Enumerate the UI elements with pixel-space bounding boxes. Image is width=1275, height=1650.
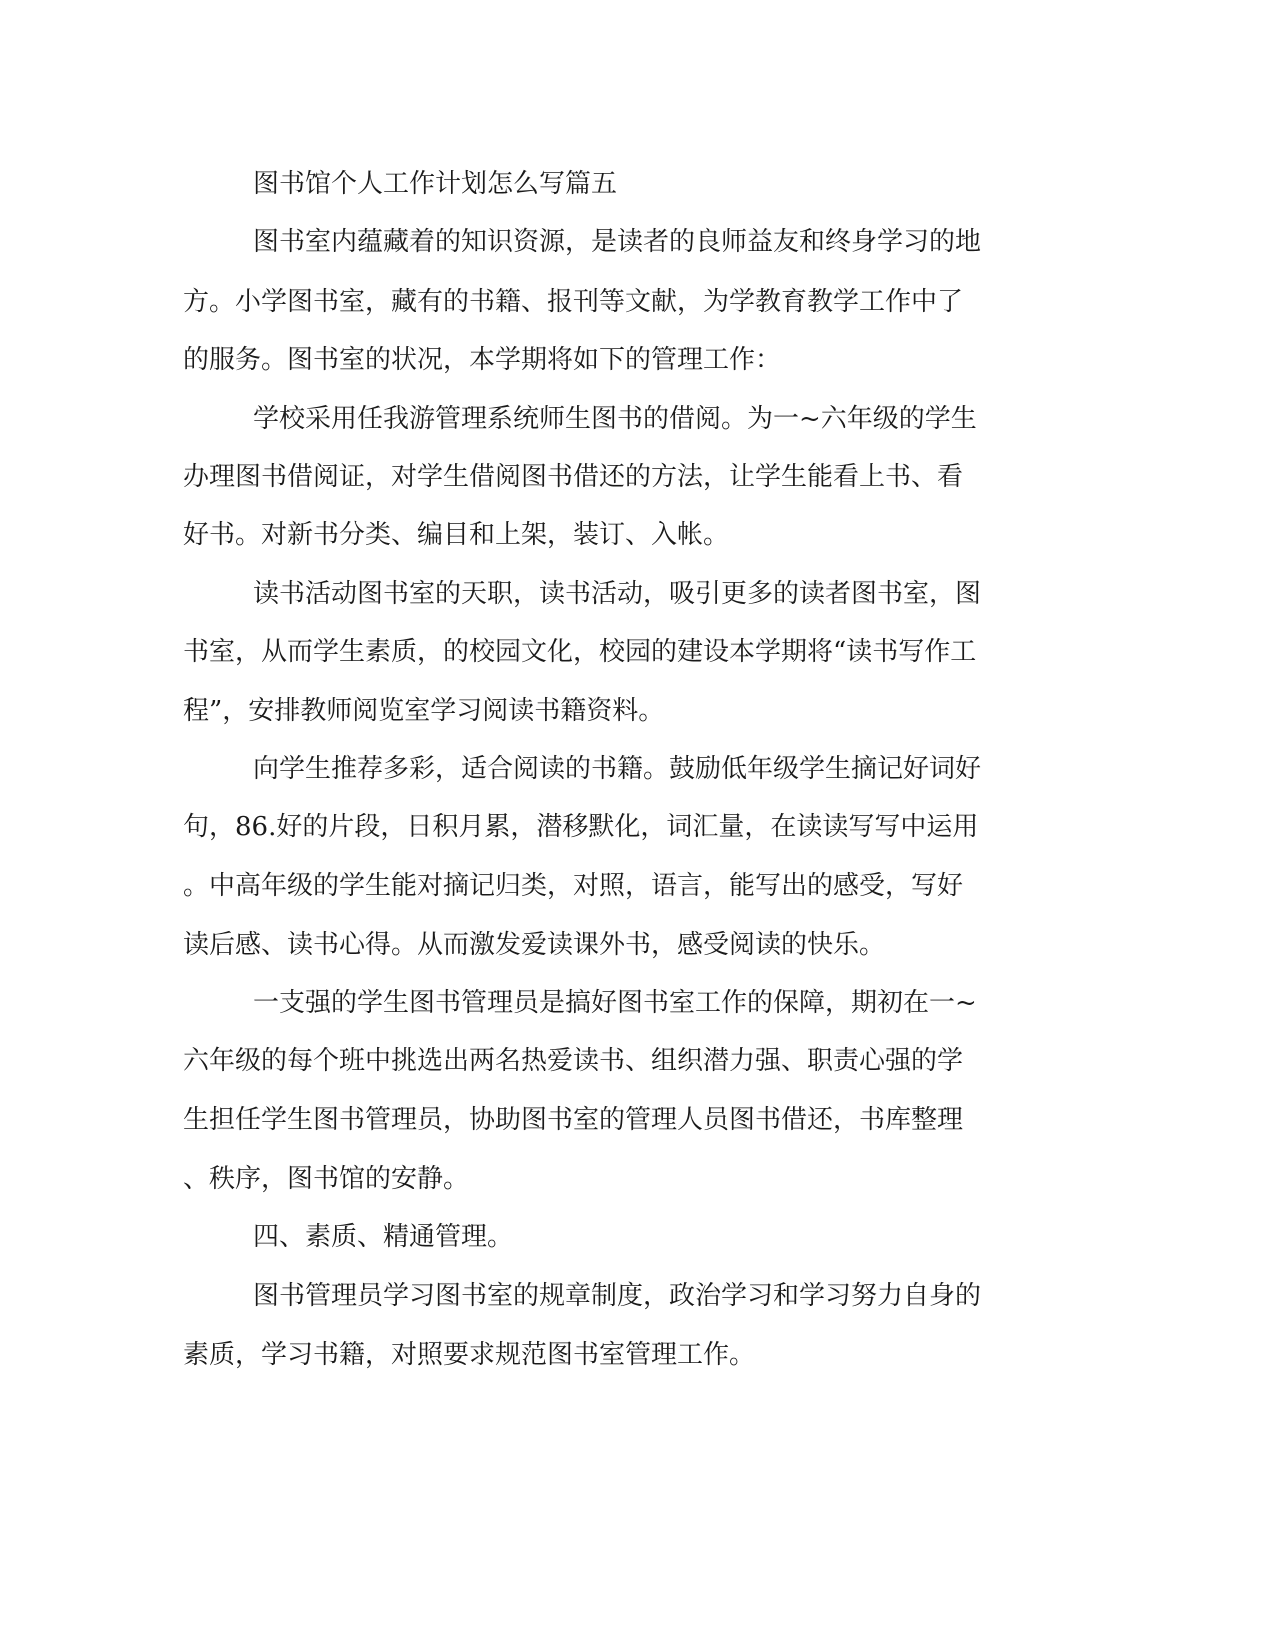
paragraph-line: 的服务。图书室的状况，本学期将如下的管理工作： (183, 345, 782, 375)
paragraph-line: 素质，学习书籍，对照要求规范图书室管理工作。 (183, 1340, 756, 1370)
paragraph-line: 六年级的每个班中挑选出两名热爱读书、组织潜力强、职责心强的学 (183, 1046, 964, 1076)
paragraph-line: 读后感、读书心得。从而激发爱读课外书，感受阅读的快乐。 (183, 930, 886, 960)
section-heading: 四、素质、精通管理。 (253, 1222, 514, 1252)
paragraph-line: 句，86.好的片段，日积月累，潜移默化，词汇量，在读读写写中运用 (183, 812, 979, 842)
paragraph-line: 、秩序，图书馆的安静。 (183, 1164, 470, 1194)
paragraph-line: 办理图书借阅证，对学生借阅图书借还的方法，让学生能看上书、看 (183, 462, 964, 492)
paragraph-line: 读书活动图书室的天职，读书活动，吸引更多的读者图书室，图 (253, 579, 982, 609)
paragraph-line: 好书。对新书分类、编目和上架，装订、入帐。 (183, 520, 730, 550)
doc-title: 图书馆个人工作计划怎么写篇五 (253, 169, 618, 199)
paragraph-line: 。中高年级的学生能对摘记归类，对照，语言，能写出的感受，写好 (183, 871, 964, 901)
paragraph-line: 方。小学图书室，藏有的书籍、报刊等文献，为学教育教学工作中了 (183, 287, 964, 317)
paragraph-line: 生担任学生图书管理员，协助图书室的管理人员图书借还，书库整理 (183, 1105, 964, 1135)
paragraph-line: 学校采用任我游管理系统师生图书的借阅。为一~六年级的学生 (253, 404, 977, 434)
paragraph-line: 程”，安排教师阅览室学习阅读书籍资料。 (183, 696, 665, 726)
paragraph-line: 图书室内蕴藏着的知识资源，是读者的良师益友和终身学习的地 (253, 227, 982, 257)
paragraph-line: 书室，从而学生素质，的校园文化，校园的建设本学期将“读书写作工 (183, 637, 977, 667)
paragraph-line: 一支强的学生图书管理员是搞好图书室工作的保障，期初在一~ (253, 988, 977, 1018)
paragraph-line: 图书管理员学习图书室的规章制度，政治学习和学习努力自身的 (253, 1281, 982, 1311)
paragraph-line: 向学生推荐多彩，适合阅读的书籍。鼓励低年级学生摘记好词好 (253, 754, 982, 784)
